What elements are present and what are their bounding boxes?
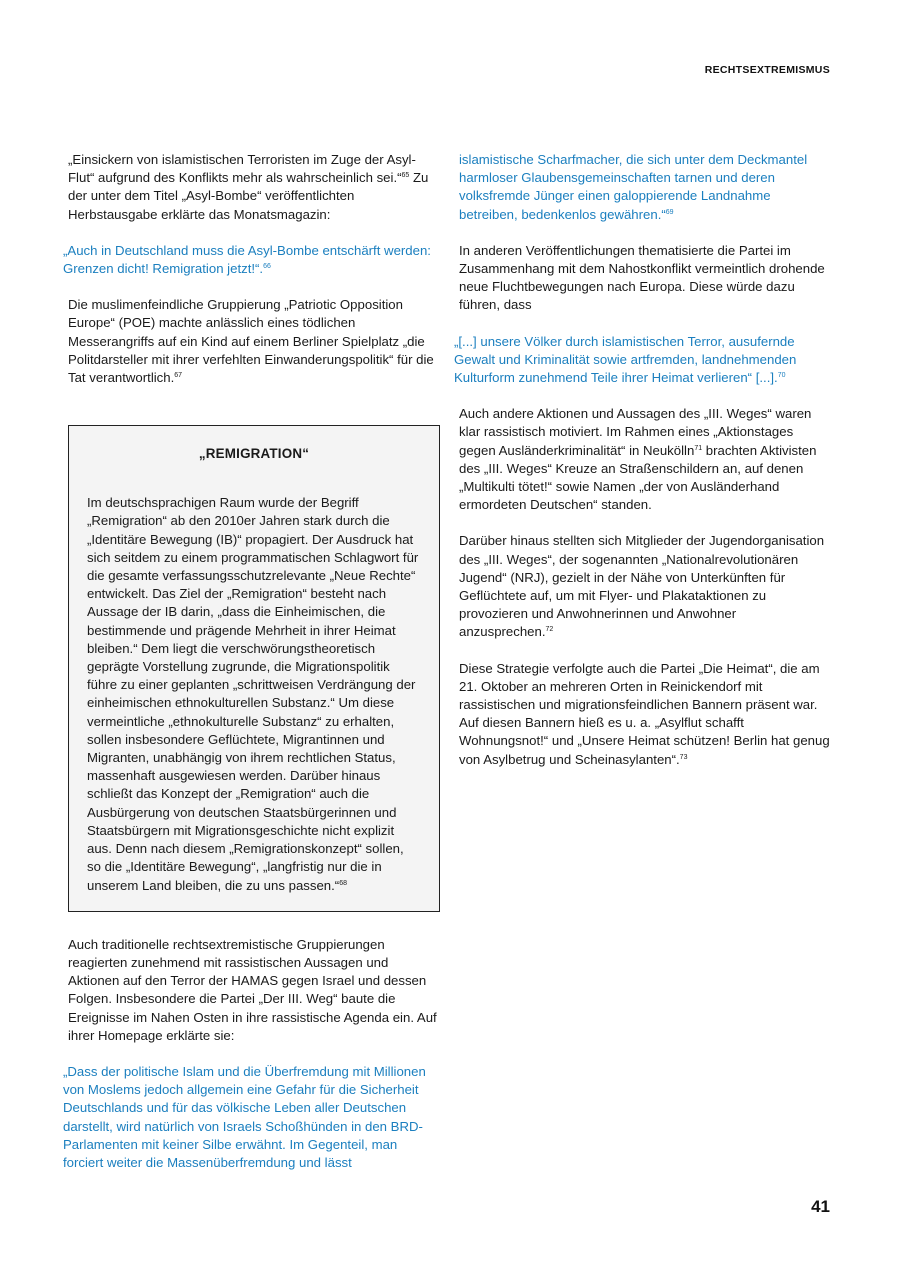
body-paragraph: Darüber hinaus stellten sich Mitglieder der Jugendorganisation des „III. Weges“, der sogenannten „Nationalrevolutionären Jugend“ (NRJ), gezielt in der Nähe von Unterkünften für Geflüchtete auf, um mit Flyer- und Plakataktionen zu provozieren und Anwohnerinnen und Anwohner anzusprechen.$^{72}$ (459, 533, 825, 640)
body-paragraph: Auch andere Aktionen und Aussagen des „III. Weges“ waren klar rassistisch motiviert. Im Rahmen eines „Aktionstages gegen Ausländerkriminalität“ in Neukölln$^{71}$ brachten Aktivisten des „III. Weges“ Kreuze an Straßenschildern an, auf denen „Multikulti tötet!“ sowie Namen „der von Ausländerhand ermordeten Deutschen“ standen. (459, 406, 817, 513)
footnote-ref: 71 (694, 444, 703, 452)
remigration-infobox (68, 425, 440, 911)
running-header: RECHTSEXTREMISMUS (704, 64, 830, 76)
footnote-ref: 67 (174, 372, 183, 380)
footnote-ref: 68 (339, 879, 347, 887)
infobox-title: „REMIGRATION“ (198, 446, 310, 462)
body-paragraph: Diese Strategie verfolgte auch die Partei „Die Heimat“, die am 21. Oktober an mehreren Orten in Reinickendorf mit rassistischen und migrationsfeindlichen Bannern präsent war. Auf diesen Bannern hieß es u. a. „Asylflut schafft Wohnungsnot!“ und „Unsere Heimat schützen! Berlin hat genug von Asylbetrug und Scheinasylanten“.$^{73}$ (459, 660, 830, 767)
footnote-ref: 65 (401, 172, 410, 180)
body-paragraph: „Einsickern von islamistischen Terroristen im Zuge der Asyl-Flut“ aufgrund des Konflikts mehr als wahrscheinlich sei.“$^{65}$ Zu der unter dem Titel „Asyl-Bombe“ veröffentlichten Herbstausgabe erklärte das Monatsmagazin: (68, 152, 429, 222)
blue-quote: islamistische Scharfmacher, die sich unter dem Deckmantel harmloser Glaubensgemeinschaften tarnen und deren volksfremde Jünger einen galoppierende Landnahme betreiben, bedenkenlos gewähren.“$^{69}$ (459, 152, 808, 222)
body-paragraph: In anderen Veröffentlichungen thematisierte die Partei im Zusammenhang mit dem Nahostkonflikt vermeintlich drohende neue Fluchtbewegungen nach Europa. Diese würde dazu führen, dass (459, 242, 825, 313)
footnote-ref: 72 (545, 626, 554, 634)
body-paragraph: Die muslimenfeindliche Gruppierung „Patriotic Opposition Europe“ (POE) machte anlässlich eines tödlichen Messerangriffs auf ein Kind auf einem Berliner Spielplatz „die Politdarsteller mit ihrer verfehlten Einwanderungspolitik“ für die Tat verantwortlich.$^{67}$ (68, 297, 434, 386)
footnote-ref: 70 (777, 372, 786, 380)
blue-quote: „[...] unsere Völker durch islamistischen Terror, ausufernde Gewalt und Kriminalität sowie artfremden, landnehmenden Kulturform zunehmend Teile ihrer Heimat verlieren“ [...].$^{70}$ (454, 333, 797, 386)
footnote-ref: 73 (679, 753, 688, 761)
right-column (454, 151, 831, 787)
left-column (63, 151, 440, 1172)
footnote-ref: 66 (263, 263, 271, 271)
footnote-ref: 69 (665, 208, 674, 216)
infobox-text: Im deutschsprachigen Raum wurde der Begriff „Remigration“ ab den 2010er Jahren stark durch die „Identitäre Bewegung (IB)“ propagiert. Der Ausdruck hat sich seitdem zu einem programmatischen Schlagwort für die gesamte verfassungsschutzrelevante „Neue Rechte“ entwickelt. Das Ziel der „Remigration“ besteht nach Aussage der IB darin, „dass die Einheimischen, die bestimmende und prägende Mehrheit in ihrer Heimat bleiben.“ Dem liegt die verschwörungstheoretisch geprägte Vorstellung zugrunde, die Migrationspolitik führe zu einer geplanten „schrittweisen Verdrängung der einheimischen ethnokulturellen Substanz.“ Um diese vermeintliche „ethnokulturelle Substanz“ zu erhalten, sollen insbesondere Geflüchtete, Migrantinnen und Migranten, unabhängig von ihrem rechtlichen Status, massenhaft ausgewiesen werden. Darüber hinaus schließt das Konzept der „Remigration“ auch die Ausbürgerung von deutschen Staatsbürgerinnen und Staatsbürgern mit Migrationsgeschichte nicht explizit aus. Denn nach diesem „Remigrationskonzept“ sollen, so die „Identitäre Bewegung“, „langfristig nur die in unserem Land bleiben, die zu uns passen.“$^{68}$ (87, 495, 419, 893)
blue-quote: „Auch in Deutschland muss die Asyl-Bombe entschärft werden: Grenzen dicht! Remigration jetzt!“.$^{66}$ (63, 242, 431, 277)
body-paragraph: Auch traditionelle rechtsextremistische Gruppierungen reagierten zunehmend mit rassistischen Aussagen und Aktionen auf den Terror der HAMAS gegen Israel und dessen Folgen. Insbesondere die Partei „Der III. Weg“ baute die Ereignisse im Nahen Osten in ihre rassistische Agenda ein. Auf ihrer Homepage erklärte sie: (68, 936, 437, 1043)
blue-quote: „Dass der politische Islam und die Überfremdung mit Millionen von Moslems jedoch allgemein eine Gefahr für die Sicherheit Deutschlands und für das völkische Leben aller Deutschen darstellt, wird natürlich von Israels Schoßhünden in den BRD-Parlamenten mit keiner Silbe erwähnt. Im Gegenteil, man forciert weiter die Massenüberfremdung und lässt (63, 1063, 426, 1170)
page-number: 41 (811, 1197, 830, 1216)
